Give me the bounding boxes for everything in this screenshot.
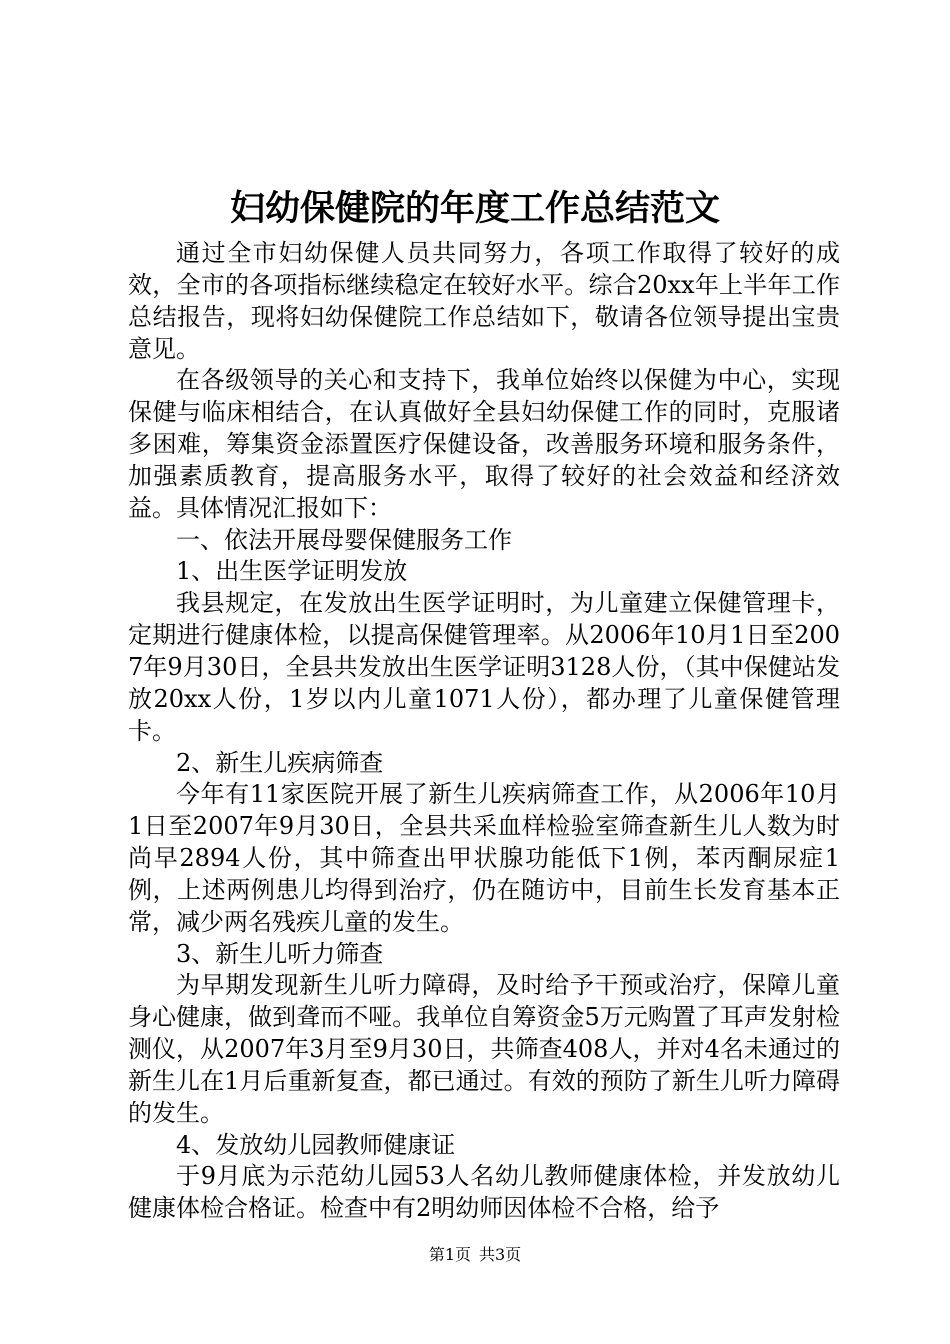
paragraph-overview: 在各级领导的关心和支持下，我单位始终以保健为中心，实现保健与临床相结合，在认真做好全县妇幼保健工作的同时，克服诸多困难，筹集资金添置医疗保健设备，改善服务环境和服务条件，加强素质教育，提高服务水平，取得了较好的社会效益和经济效益。具体情况汇报如下： — [128, 366, 840, 522]
page-total: 共3页 — [479, 1245, 522, 1264]
page-number: 第1页 — [428, 1245, 471, 1264]
subsection-heading-4: 4、发放幼儿园教师健康证 — [176, 1130, 456, 1159]
section-heading: 一、依法开展母婴保健服务工作 — [176, 525, 512, 554]
document-body — [128, 238, 840, 1225]
subsection-heading-1: 1、出生医学证明发放 — [176, 557, 408, 586]
subsection-heading-2: 2、新生儿疾病筛查 — [176, 748, 384, 777]
paragraph-teacher-health: 于9月底为示范幼儿园53人名幼儿教师健康体检，并发放幼儿健康体检合格证。检查中有2明幼师因体检不合格，给予 — [128, 1162, 840, 1223]
paragraph-intro: 通过全市妇幼保健人员共同努力，各项工作取得了较好的成效，全市的各项指标继续稳定在较好水平。综合20xx年上半年工作总结报告，现将妇幼保健院工作总结如下，敬请各位领导提出宝贵意见。 — [128, 239, 840, 363]
document-title: 妇幼保健院的年度工作总结范文 — [229, 188, 720, 229]
page-footer — [0, 1245, 950, 1265]
paragraph-disease-screening: 今年有11家医院开展了新生儿疾病筛查工作，从2006年10月1日至2007年9月30日，全县共采血样检验室筛查新生儿人数为时尚早2894人份，其中筛查出甲状腺功能低下1例，苯丙酮尿症1例，上述两例患儿均得到治疗，仍在随访中，目前生长发育基本正常，减少两名残疾儿童的发生。 — [128, 780, 840, 936]
paragraph-hearing-screening: 为早期发现新生儿听力障碍，及时给予干预或治疗，保障儿童身心健康，做到聋而不哑。我单位自筹资金5万元购置了耳声发射检测仪，从2007年3月至9月30日，共筛查408人，并对4名未通过的新生儿在1月后重新复查，都已通过。有效的预防了新生儿听力障碍的发生。 — [128, 971, 840, 1127]
subsection-heading-3: 3、新生儿听力筛查 — [176, 939, 384, 968]
paragraph-birth-certificate: 我县规定，在发放出生医学证明时，为儿童建立保健管理卡，定期进行健康体检，以提高保健管理率。从2006年10月1日至2007年9月30日，全县共发放出生医学证明3128人份，（其中保健站发放20xx人份，1岁以内儿童1071人份），都办理了儿童保健管理卡。 — [128, 589, 840, 745]
